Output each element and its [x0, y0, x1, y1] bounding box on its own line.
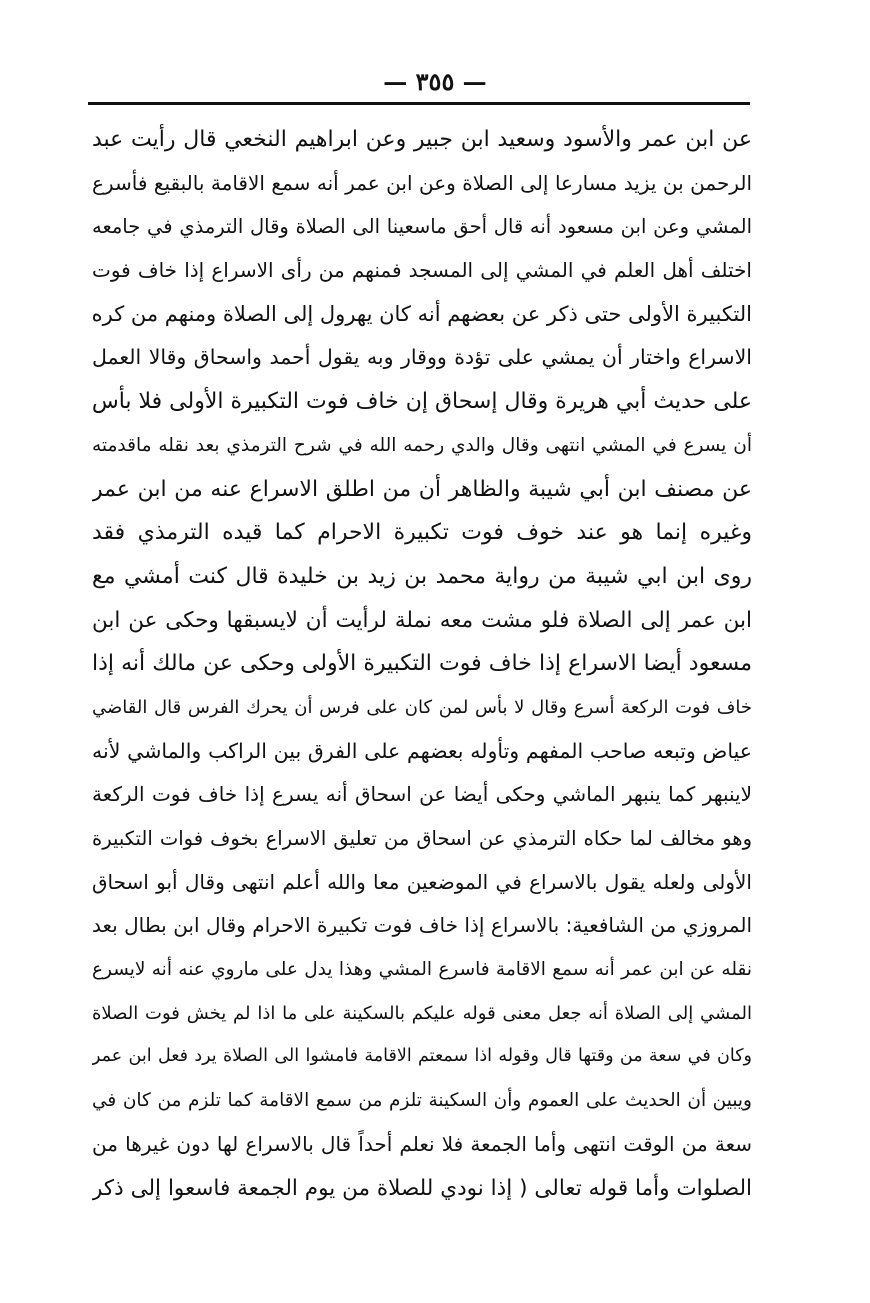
text-line-19: المروزي من الشافعية: بالاسراع إذا خاف فوت تكبيرة الاحرام وقال ابن بطال بعد: [92, 913, 752, 938]
text-line-1: عن ابن عمر والأسود وسعيد ابن جبير وعن ابراهيم النخعي قال رأيت عبد: [92, 127, 752, 152]
text-line-13: مسعود أيضا الاسراع إذا خاف فوت التكبيرة الأولى وحكى عن مالك أنه إذا: [92, 651, 752, 677]
text-line-4: اختلف أهل العلم في المشي إلى المسجد فمنهم من رأى الاسراع إذا خاف فوت: [92, 258, 752, 283]
page-number: — ٣٥٥ —: [383, 67, 487, 96]
text-line-5: التكبيرة الأولى حتى ذكر عن بعضهم أنه كان يهرول إلى الصلاة ومنهم من كره: [92, 301, 752, 326]
text-line-20: نقله عن ابن عمر أنه سمع الاقامة فاسرع المشي وهذا يدل على ماروي عنه أنه لايسرع: [92, 959, 752, 981]
text-line-7: على حديث أبي هريرة وقال إسحاق إن خاف فوت التكبيرة الأولى فلا بأس: [92, 389, 752, 415]
text-line-16: لاينبهر كما ينبهر الماشي وحكى أيضا عن اسحاق أنه يسرع إذا خاف فوت الركعة: [92, 782, 752, 807]
text-line-3: المشي وعن ابن مسعود أنه قال أحق ماسعينا الى الصلاة وقال الترمذي في جامعه: [92, 215, 752, 239]
text-line-11: روى ابن ابي شيبة من رواية محمد بن زيد بن خليدة قال كنت أمشي مع: [92, 563, 752, 589]
text-line-25: الصلوات وأما قوله تعالى ( إذا نودي للصلاة من يوم الجمعة فاسعوا إلى ذكر: [92, 1175, 752, 1201]
page-body: [92, 118, 752, 1210]
text-line-6: الاسراع واختار أن يمشي على تؤدة ووقار وبه يقول أحمد واسحاق وقالا العمل: [92, 345, 752, 370]
text-line-23: ويبين أن الحديث على العموم وأن السكينة تلزم من سمع الاقامة كما تلزم من كان في: [92, 1090, 752, 1112]
text-line-9: عن مصنف ابن أبي شيبة والظاهر أن من اطلق الاسراع عنه من ابن عمر: [92, 476, 752, 502]
text-line-12: ابن عمر إلى الصلاة فلو مشت معه نملة لرأيت أن لايسبقها وحكى عن ابن: [92, 607, 752, 633]
text-line-22: وكان في سعة من وقتها قال وقوله اذا سمعتم الاقامة فامشوا الى الصلاة يرد فعل ابن عمر: [92, 1046, 752, 1067]
header-divider: [88, 102, 750, 105]
text-line-24: سعة من الوقت انتهى وأما الجمعة فلا نعلم أحداً قال بالاسراع لها دون غيرها من: [92, 1131, 752, 1156]
text-line-15: عياض وتبعه صاحب المفهم وتأوله بعضهم على الفرق بين الراكب والماشي لأنه: [92, 738, 752, 763]
text-line-10: وغيره إنما هو عند خوف فوت تكبيرة الاحرام كما قيده الترمذي فقد: [92, 520, 752, 546]
text-line-2: الرحمن بن يزيد مسارعا إلى الصلاة وعن ابن عمر أنه سمع الاقامة بالبقيع فأسرع: [92, 170, 752, 195]
text-line-14: خاف فوت الركعة أسرع وقال لا بأس لمن كان على فرس أن يحرك الفرس قال القاضي: [92, 696, 752, 718]
text-line-18: الأولى ولعله يقول بالاسراع في الموضعين معا والله أعلم انتهى وقال أبو اسحاق: [92, 869, 752, 894]
text-line-8: أن يسرع في المشي انتهى وقال والدي رحمه الله في شرح الترمذي بعد نقله ماقدمته: [92, 434, 752, 456]
text-line-17: وهو مخالف لما حكاه الترمذي عن اسحاق من تعليق الاسراع بخوف فوات التكبيرة: [92, 827, 752, 850]
text-line-21: المشي إلى الصلاة أنه جعل معنى قوله عليكم بالسكينة على ما اذا لم يخش فوت الصلاة: [92, 1002, 752, 1024]
